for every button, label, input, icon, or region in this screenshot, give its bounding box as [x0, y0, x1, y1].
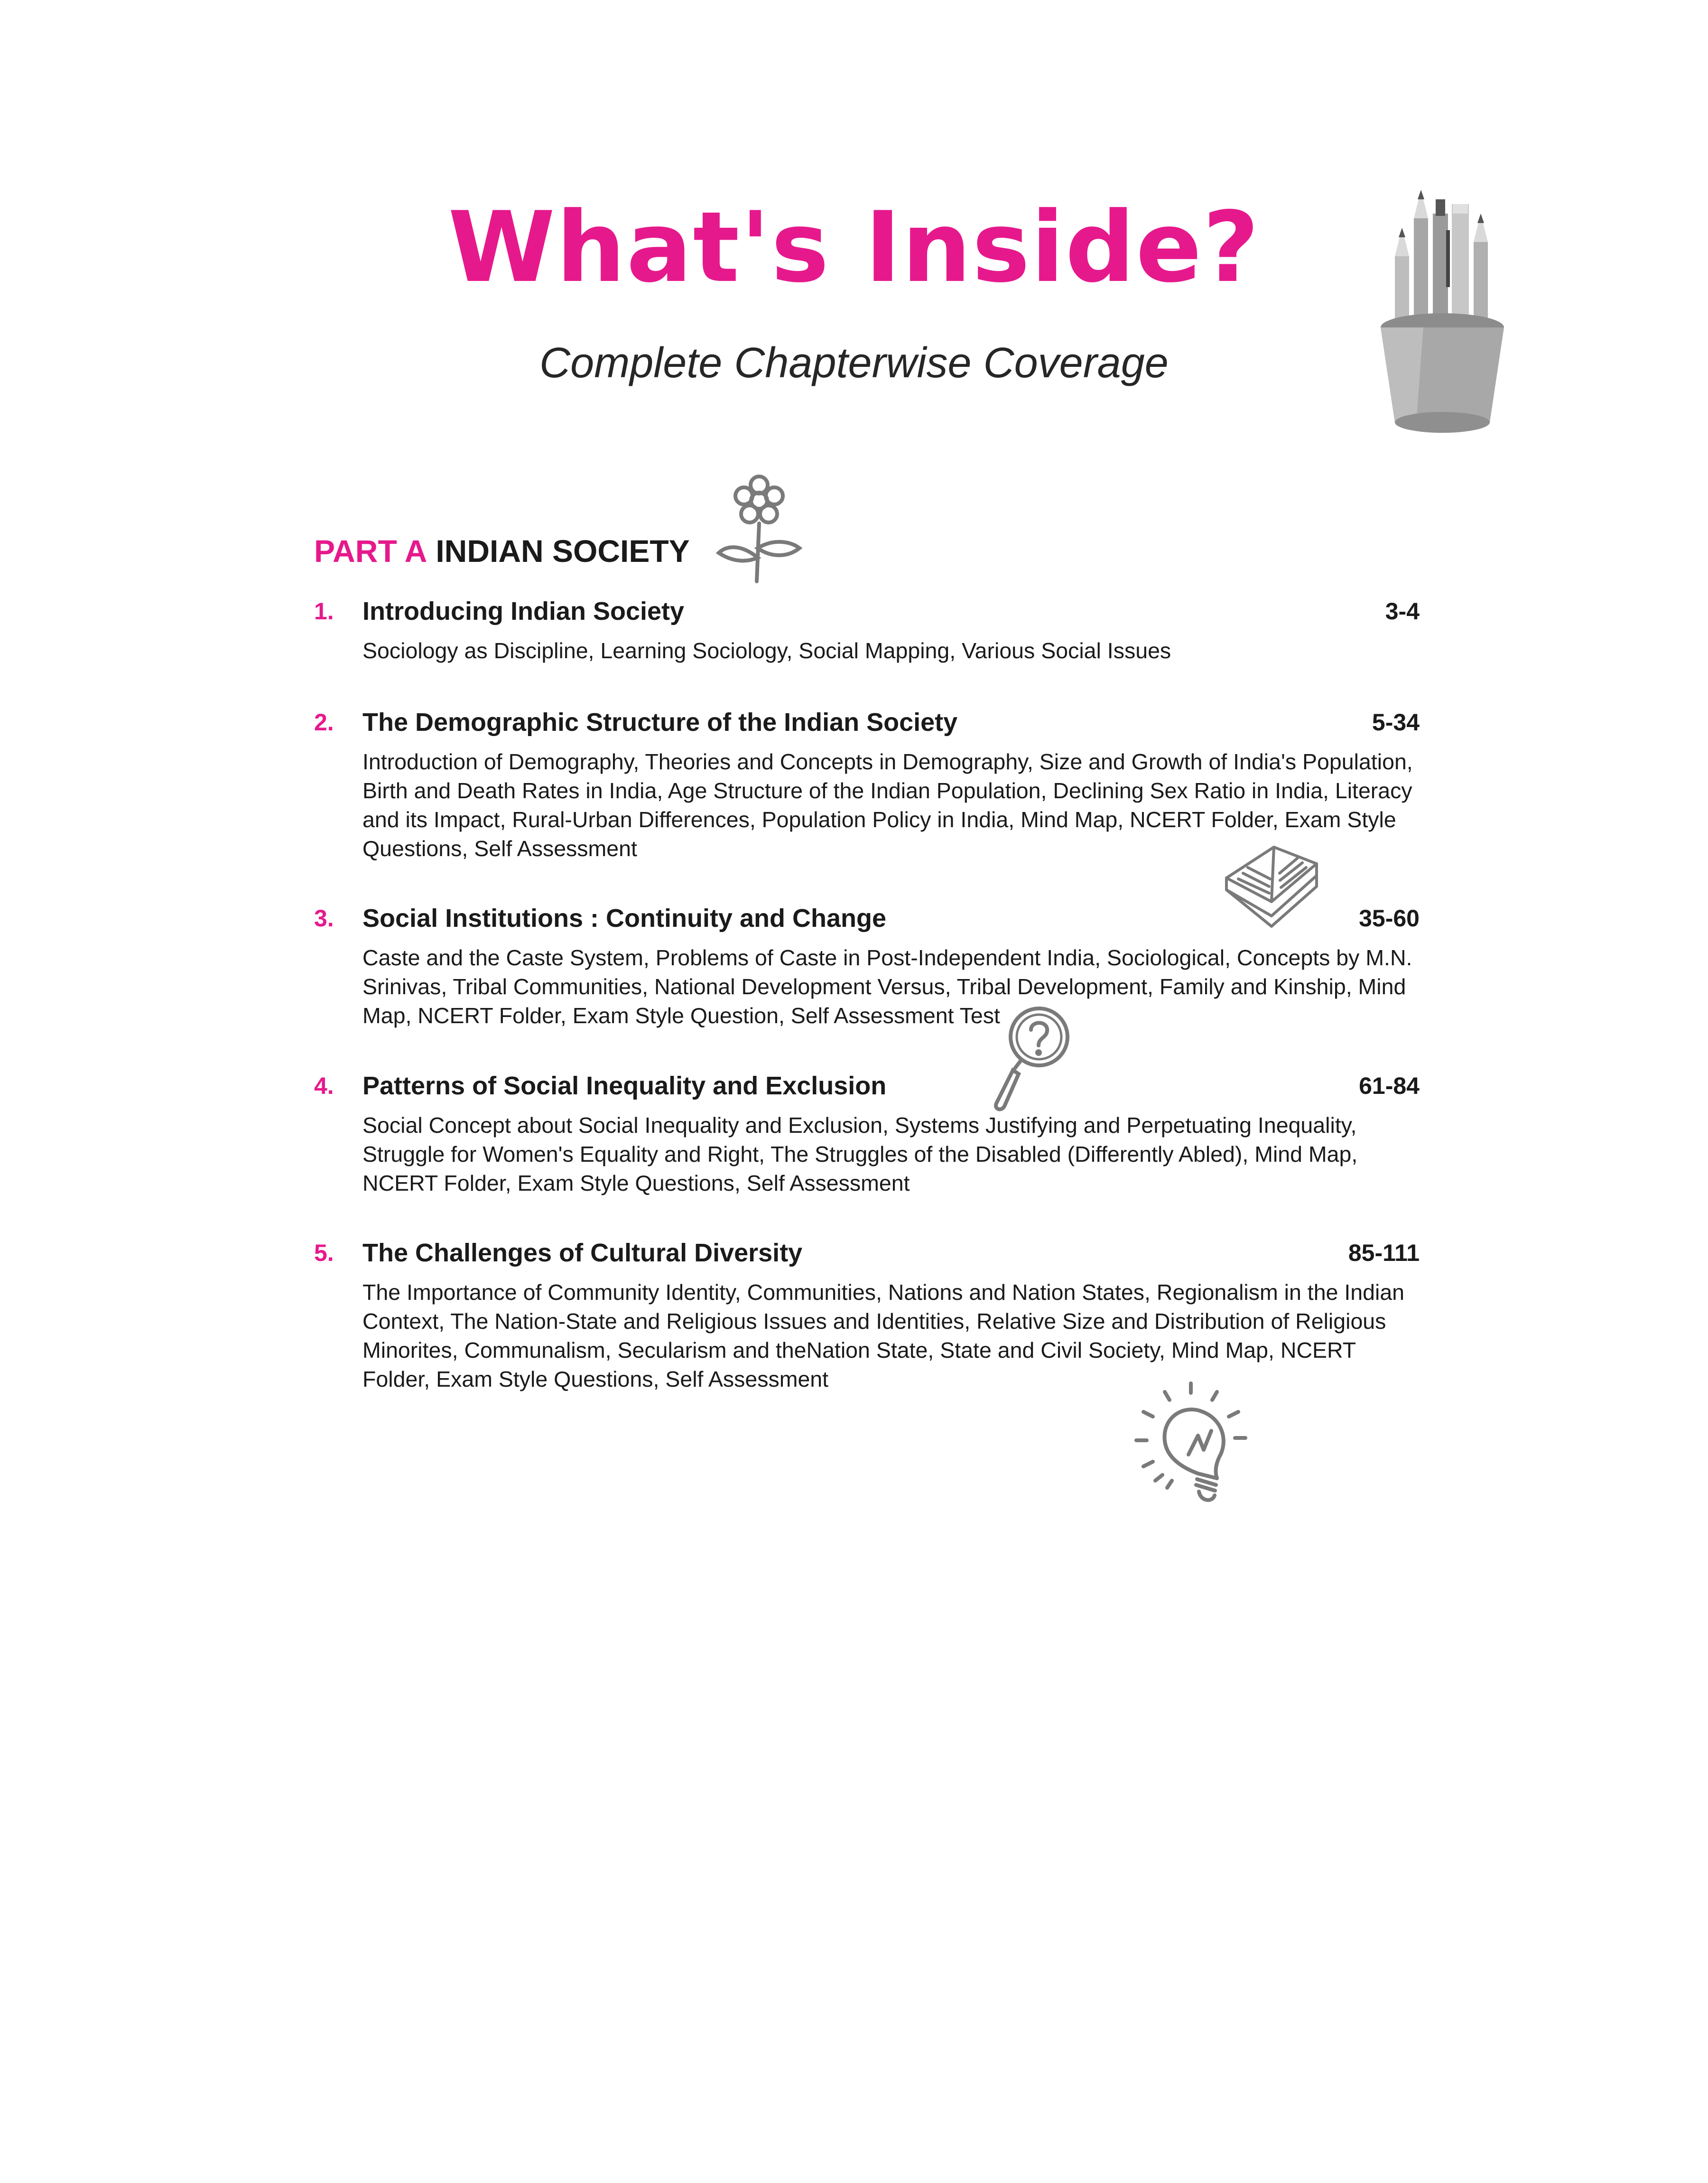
chapter-header: [314, 595, 1420, 628]
chapter-pages: 61-84: [1359, 1073, 1420, 1099]
part-label: PART A: [314, 533, 427, 569]
chapter-number: 3.: [314, 905, 334, 932]
light-bulb-icon: [1127, 1379, 1255, 1516]
chapter-header: [314, 1236, 1420, 1269]
chapter-entry: [314, 595, 1420, 665]
part-name: INDIAN SOCIETY: [436, 533, 690, 569]
chapter-number: 2.: [314, 709, 334, 736]
chapter-header: [314, 706, 1420, 739]
chapter-title: Patterns of Social Inequality and Exclusion: [362, 1072, 887, 1100]
chapter-number: 1.: [314, 598, 334, 625]
chapter-title: The Demographic Structure of the Indian Society: [362, 708, 958, 737]
chapter-entry: [314, 1069, 1420, 1198]
chapter-pages: 35-60: [1359, 905, 1420, 932]
chapter-pages: 5-34: [1372, 709, 1420, 736]
chapter-entry: [314, 902, 1420, 1030]
chapter-title: Introducing Indian Society: [362, 597, 685, 625]
page-title: What's Inside?: [448, 191, 1260, 304]
chapter-topics: The Importance of Community Identity, Communities, Nations and Nation States, Regionalism in the Indian Context, The Nation-State and Religious Issues and Identities, Relative Size and Distribution of Religious Minorites, Communalism, Secularism and theNation State, State and Civil Society, Mind Map, NCERT Folder, Exam Style Questions, Self Assessment: [362, 1280, 1405, 1391]
chapter-number: 4.: [314, 1073, 334, 1099]
chapter-pages: 85-111: [1348, 1240, 1420, 1266]
chapter-title: Social Institutions : Continuity and Change: [362, 904, 886, 933]
chapter-pages: 3-4: [1385, 598, 1420, 625]
chapter-header: [314, 1069, 1420, 1102]
chapter-topics: Introduction of Demography, Theories and Concepts in Demography, Size and Growth of India's Population, Birth and Death Rates in India, Age Structure of the Indian Population, Declining Sex Ratio in India, Literacy and its Impact, Rural-Urban Differences, Population Policy in India, Mind Map, NCERT Folder, Exam Style Questions, Self Assessment: [362, 749, 1413, 861]
pencil-cup-icon: [1366, 185, 1518, 441]
part-heading: [314, 535, 690, 567]
chapter-entry: [314, 1236, 1420, 1394]
chapter-header: [314, 902, 1420, 935]
chapter-topics: Sociology as Discipline, Learning Sociology, Social Mapping, Various Social Issues: [362, 638, 1171, 663]
chapter-number: 5.: [314, 1240, 334, 1266]
flower-icon: [712, 467, 807, 586]
chapter-entry: [314, 706, 1420, 863]
chapter-topics: Caste and the Caste System, Problems of Caste in Post-Independent India, Sociological, Concepts by M.N. Srinivas, Tribal Communities, National Development Versus, Tribal Development, Family and Kinship, Mind Map, NCERT Folder, Exam Style Question, Self Assessment Test: [362, 945, 1412, 1028]
chapter-title: The Challenges of Cultural Diversity: [362, 1239, 803, 1267]
page-subtitle: Complete Chapterwise Coverage: [539, 339, 1169, 387]
chapter-topics: Social Concept about Social Inequality and Exclusion, Systems Justifying and Perpetuating Inequality, Struggle for Women's Equality and Right, The Struggles of the Disabled (Differently Abled), Mind Map, NCERT Folder, Exam Style Questions, Self Assessment: [362, 1113, 1358, 1195]
